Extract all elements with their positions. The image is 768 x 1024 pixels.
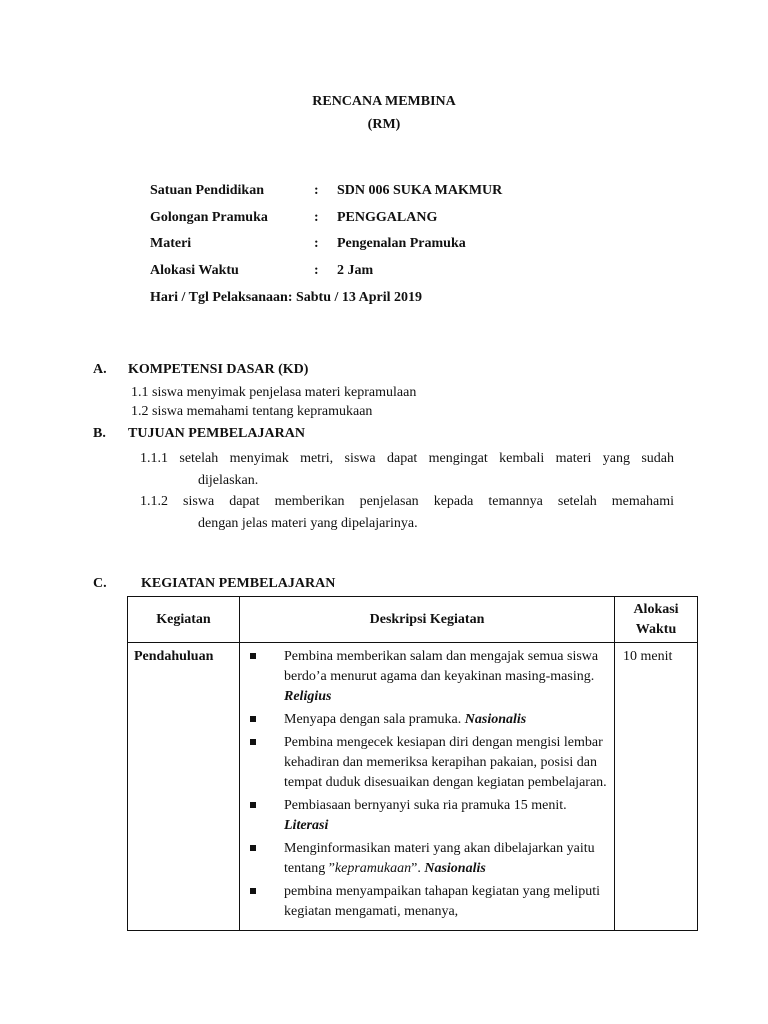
date-line: Hari / Tgl Pelaksanaan: Sabtu / 13 April 2019 — [150, 290, 423, 305]
time-cell: 10 menit — [615, 643, 698, 931]
doc-subtitle: (RM) — [367, 117, 401, 132]
section-c-heading — [93, 576, 335, 592]
objective-text: 1.1.1 setelah menyimak metri, siswa dapat mengingat kembali materi yang sudah — [140, 451, 674, 466]
info-val: Pengenalan Pramuka — [337, 236, 466, 251]
section-number: A. — [93, 362, 107, 377]
objective-item — [140, 448, 674, 492]
item-text: Menginformasikan materi yang akan dibelajarkan yaitu tentang ” — [284, 841, 595, 876]
objective-text: dijelaskan. — [198, 473, 259, 488]
doc-title: RENCANA MEMBINA — [312, 94, 456, 109]
section-b-heading — [93, 426, 305, 442]
section-number: C. — [93, 576, 107, 591]
value-tag: Literasi — [284, 818, 329, 833]
value-tag: Nasionalis — [424, 861, 486, 876]
info-val: PENGGALANG — [337, 210, 438, 225]
section-title: TUJUAN PEMBELAJARAN — [128, 426, 305, 441]
objective-text: dengan jelas materi yang dipelajarinya. — [198, 516, 418, 531]
list-item — [248, 839, 608, 879]
list-item — [248, 710, 608, 730]
info-sep: : — [314, 210, 319, 225]
item-text: Menyapa dengan sala pramuka. — [284, 712, 465, 727]
info-val: 2 Jam — [337, 263, 374, 278]
activity-table — [127, 596, 698, 931]
item-text: pembina menyampaikan tahapan kegiatan yang meliputi kegiatan mengamati, menanya, — [284, 884, 601, 919]
item-text: ”. — [411, 861, 425, 876]
description-cell — [240, 643, 615, 931]
info-key: Materi — [150, 236, 192, 251]
info-row — [150, 183, 502, 199]
list-item — [248, 647, 608, 707]
info-key: Golongan Pramuka — [150, 210, 268, 225]
info-key: Alokasi Waktu — [150, 263, 239, 278]
list-item — [248, 733, 608, 793]
kd-item: 1.1 siswa menyimak penjelasa materi kepramulaan — [131, 385, 417, 400]
table-row — [128, 643, 698, 931]
info-key: Satuan Pendidikan — [150, 183, 264, 198]
info-val: SDN 006 SUKA MAKMUR — [337, 183, 503, 198]
item-text: Pembina mengecek kesiapan diri dengan mengisi lembar kehadiran dan memeriksa kerapihan pakaian, posisi dan tempat duduk disesuaikan dengan kegiatan pembelajaran. — [284, 735, 607, 790]
info-sep: : — [314, 263, 319, 278]
section-a-heading — [93, 362, 308, 378]
list-item — [248, 882, 608, 922]
section-number: B. — [93, 426, 106, 441]
header-activity: Kegiatan — [128, 597, 240, 643]
info-row — [150, 210, 437, 226]
list-item — [248, 796, 608, 836]
info-row — [150, 263, 373, 279]
value-tag: Religius — [284, 689, 332, 704]
item-italic: kepramukaan — [334, 861, 412, 876]
kd-item: 1.2 siswa memahami tentang kepramukaan — [131, 404, 373, 419]
item-text: Pembiasaan bernyanyi suka ria pramuka 15 menit. — [284, 798, 567, 813]
info-sep: : — [314, 183, 319, 198]
objective-item — [140, 491, 674, 535]
item-text: Pembina memberikan salam dan mengajak semua siswa berdo’a menurut agama dan keyakinan masing-masing. — [284, 649, 599, 684]
value-tag: Nasionalis — [464, 712, 527, 727]
header-description: Deskripsi Kegiatan — [240, 597, 615, 643]
section-title: KOMPETENSI DASAR (KD) — [128, 362, 309, 377]
header-time-line1: Alokasi — [633, 601, 679, 617]
objective-text: 1.1.2 siswa dapat memberikan penjelasan kepada temannya setelah memahami — [140, 494, 674, 509]
info-sep: : — [314, 236, 319, 251]
header-time-line2: Waktu — [635, 621, 677, 637]
phase-cell: Pendahuluan — [128, 643, 240, 931]
section-title: KEGIATAN PEMBELAJARAN — [141, 576, 336, 591]
table-header-row — [128, 597, 698, 643]
info-row — [150, 236, 466, 252]
header-time — [615, 597, 698, 643]
